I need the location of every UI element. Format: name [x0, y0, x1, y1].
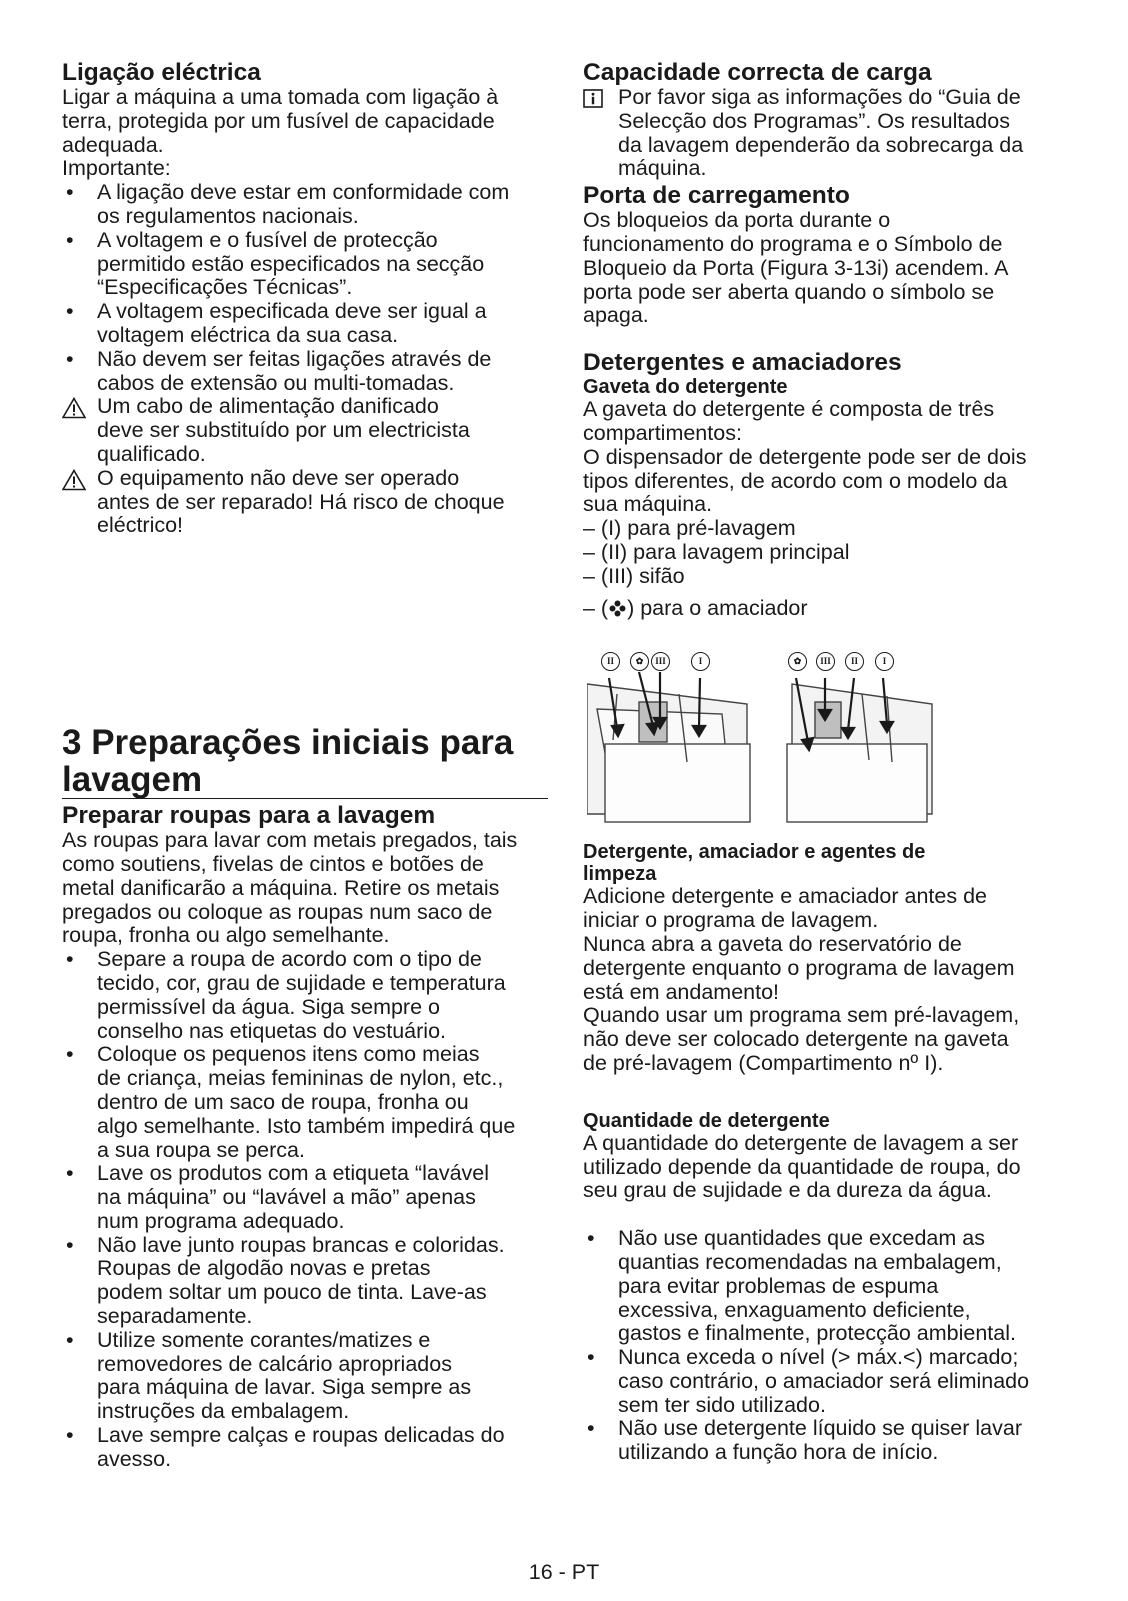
section-heading-electrical: Ligação eléctrica	[62, 59, 261, 86]
bullet-icon: •	[66, 299, 74, 324]
quantity-text	[583, 1132, 1075, 1203]
text-line: As roupas para lavar com metais pregados, tais	[62, 828, 518, 853]
warning-icon	[62, 469, 86, 491]
text-line: sua máquina.	[583, 492, 713, 517]
text-line: Detergente, amaciador e agentes de	[583, 841, 926, 864]
section-heading-detergents: Detergentes e amaciadores	[583, 349, 902, 377]
chapter-title-line1: 3 Preparações iniciais para	[62, 723, 514, 763]
text-line: porta pode ser aberta quando o símbolo se	[583, 279, 995, 304]
text-line: está em andamento!	[583, 979, 780, 1004]
agents-text	[583, 885, 1075, 1075]
quantity-bullets	[583, 1227, 1075, 1465]
compartment-label-icon: II	[601, 652, 620, 671]
text-line: terra, protegida por um fusível de capacidade	[62, 108, 495, 133]
list-item: • Não use detergente líquido se quiser lavar utilizando a função hora de início.	[587, 1416, 1022, 1465]
list-item: • Utilize somente corantes/matizes e removedores de calcário apropriados para máquina de lavar. Siga sempre as instruções da embalagem.	[66, 1327, 472, 1424]
list-item: • A voltagem especificada deve ser igual a voltagem eléctrica da sua casa.	[66, 299, 487, 347]
text-line: iniciar o programa de lavagem.	[583, 908, 879, 933]
text-line: não deve ser colocado detergente na gaveta	[583, 1027, 1009, 1052]
electrical-intro	[62, 86, 548, 181]
list-item: • Lave sempre calças e roupas delicadas do avesso.	[66, 1423, 505, 1471]
text-line: da lavagem dependerão da sobrecarga da	[618, 132, 1024, 157]
chapter-title	[62, 724, 548, 799]
text-line: metal danificarão a máquina. Retire os metais	[62, 875, 500, 900]
text-line: apaga.	[583, 303, 649, 328]
list-item: • Coloque os pequenos itens como meias de criança, meias femininas de nylon, etc., dentro de um saco de roupa, fronha ou algo semelhante. Isto também impedirá que a sua roupa se perca.	[66, 1042, 516, 1162]
text-line: adequada.	[62, 132, 164, 157]
compartment-label-icon: I	[691, 652, 710, 671]
door-text	[583, 209, 1075, 328]
subheading-drawer: Gaveta do detergente	[583, 376, 788, 399]
bullet-icon: •	[66, 346, 74, 371]
text-line: Bloqueio da Porta (Figura 3-13i) acendem. A	[583, 255, 1009, 280]
text-line: Importante:	[62, 156, 171, 181]
compartment-label-icon: ✿	[630, 652, 649, 671]
text-line: como soutiens, fivelas de cintos e botões de	[62, 851, 484, 876]
compartment-list	[583, 517, 1075, 588]
bullet-icon: •	[66, 180, 74, 205]
section-heading-door: Porta de carregamento	[583, 182, 850, 210]
text-line: A quantidade do detergente de lavagem a ser	[583, 1130, 1019, 1155]
list-item: • Não lave junto roupas brancas e coloridas. Roupas de algodão novas e pretas podem soltar um pouco de tinta. Lave-as separadamente.	[66, 1232, 505, 1329]
list-item: • Não use quantidades que excedam as quantias recomendadas na embalagem, para evitar problemas de espuma excessiva, enxaguamento deficiente, gastos e finalmente, protecção ambiental.	[587, 1226, 1016, 1346]
text-line: tipos diferentes, de acordo com o modelo da	[583, 468, 1008, 493]
text-line: O dispensador de detergente pode ser de dois	[583, 444, 1027, 469]
text-line: Os bloqueios da porta durante o	[583, 208, 891, 233]
text-line: Selecção dos Programas”. Os resultados	[618, 108, 1010, 133]
left-column	[62, 60, 548, 1472]
list-item: • Separe a roupa de acordo com o tipo de tecido, cor, grau de sujidade e temperatura permissível da água. Siga sempre o conselho nas etiquetas do vestuário.	[66, 947, 506, 1043]
text-line: funcionamento do programa e o Símbolo de	[583, 231, 1003, 256]
drawer-illustration	[587, 664, 1047, 824]
text-line: compartimentos:	[583, 420, 742, 445]
compartment-label-icon: III	[816, 652, 835, 671]
text-line: limpeza	[583, 863, 657, 886]
prepare-intro	[62, 829, 548, 948]
section-heading-capacity: Capacidade correcta de carga	[583, 59, 932, 86]
page-number: 16 - PT	[528, 1560, 600, 1584]
list-item: • Não devem ser feitas ligações através de cabos de extensão ou multi-tomadas.	[66, 346, 492, 395]
bullet-icon: •	[66, 1327, 74, 1352]
electrical-bullets	[62, 181, 548, 395]
electrical-warnings	[62, 395, 548, 538]
text-line: pregados ou coloque as roupas num saco de	[62, 899, 493, 924]
list-item: • A voltagem e o fusível de protecção permitido estão especificados na secção “Especificações Técnicas”.	[66, 227, 485, 300]
subheading-agents	[583, 841, 1075, 885]
warning-note: Um cabo de alimentação danificado deve ser substituído por um electricista qualificado.	[62, 395, 548, 466]
compartment-label-icon: II	[845, 652, 864, 671]
drawer-text	[583, 398, 1075, 517]
list-item: • Nunca exceda o nível (> máx.<) marcado; caso contrário, o amaciador será eliminado sem ter sido utilizado.	[587, 1345, 1030, 1417]
compartment-label-icon: ✿	[788, 652, 807, 671]
softener-suffix: ) para o amaciador	[627, 595, 808, 620]
drawer-right	[787, 684, 932, 822]
bullet-icon: •	[587, 1345, 595, 1370]
section-heading-prepare: Preparar roupas para a lavagem	[62, 802, 436, 830]
list-item: • A ligação deve estar em conformidade com os regulamentos nacionais.	[66, 180, 510, 228]
text-line: Adicione detergente e amaciador antes de	[583, 884, 987, 909]
warning-icon	[62, 397, 86, 419]
bullet-icon: •	[66, 1423, 74, 1448]
info-icon	[583, 89, 603, 108]
text-line: – (II) para lavagem principal	[583, 539, 850, 564]
bullet-icon: •	[66, 1042, 74, 1067]
text-line: A gaveta do detergente é composta de três	[583, 397, 995, 422]
chapter-title-line2: lavagem	[62, 760, 203, 800]
bullet-icon: •	[66, 947, 74, 972]
text-line: máquina.	[618, 156, 707, 181]
compartment-label-icon: III	[651, 652, 670, 671]
text-line: utilizado depende da quantidade de roupa, do	[583, 1154, 1021, 1179]
bullet-icon: •	[587, 1416, 595, 1441]
text-line: Ligar a máquina a uma tomada com ligação à	[62, 85, 499, 109]
text-line: Por favor siga as informações do “Guia de	[618, 85, 1021, 109]
text-line: – (I) para pré-lavagem	[583, 516, 796, 541]
capacity-info-text	[618, 86, 1075, 181]
drawer-left	[587, 684, 750, 822]
capacity-info-note	[583, 86, 1075, 181]
softener-prefix: – (	[583, 595, 609, 620]
prepare-bullets	[62, 948, 548, 1472]
text-line: Quando usar um programa sem pré-lavagem,	[583, 1003, 1020, 1028]
text-line: de pré-lavagem (Compartimento nº I).	[583, 1050, 944, 1075]
softener-line	[583, 597, 1075, 621]
bullet-icon: •	[66, 1232, 74, 1257]
bullet-icon: •	[587, 1226, 595, 1251]
text-line: seu grau de sujidade e da dureza da água.	[583, 1178, 992, 1203]
compartment-label-icon: I	[875, 652, 894, 671]
text-line: Nunca abra a gaveta do reservatório de	[583, 931, 962, 956]
text-line: – (III) sifão	[583, 563, 685, 588]
subheading-quantity: Quantidade de detergente	[583, 1109, 830, 1132]
list-item: • Lave os produtos com a etiqueta “lavável na máquina” ou “lavável a mão” apenas num programa adequado.	[66, 1161, 490, 1233]
detergent-drawer-figure	[587, 656, 1047, 824]
text-line: detergente enquanto o programa de lavagem	[583, 955, 1015, 980]
bullet-icon: •	[66, 227, 74, 252]
warning-note: O equipamento não deve ser operado antes de ser reparado! Há risco de choque eléctrico!	[62, 467, 548, 538]
text-line: roupa, fronha ou algo semelhante.	[62, 923, 390, 948]
bullet-icon: •	[66, 1161, 74, 1186]
softener-flower-icon	[608, 599, 627, 618]
